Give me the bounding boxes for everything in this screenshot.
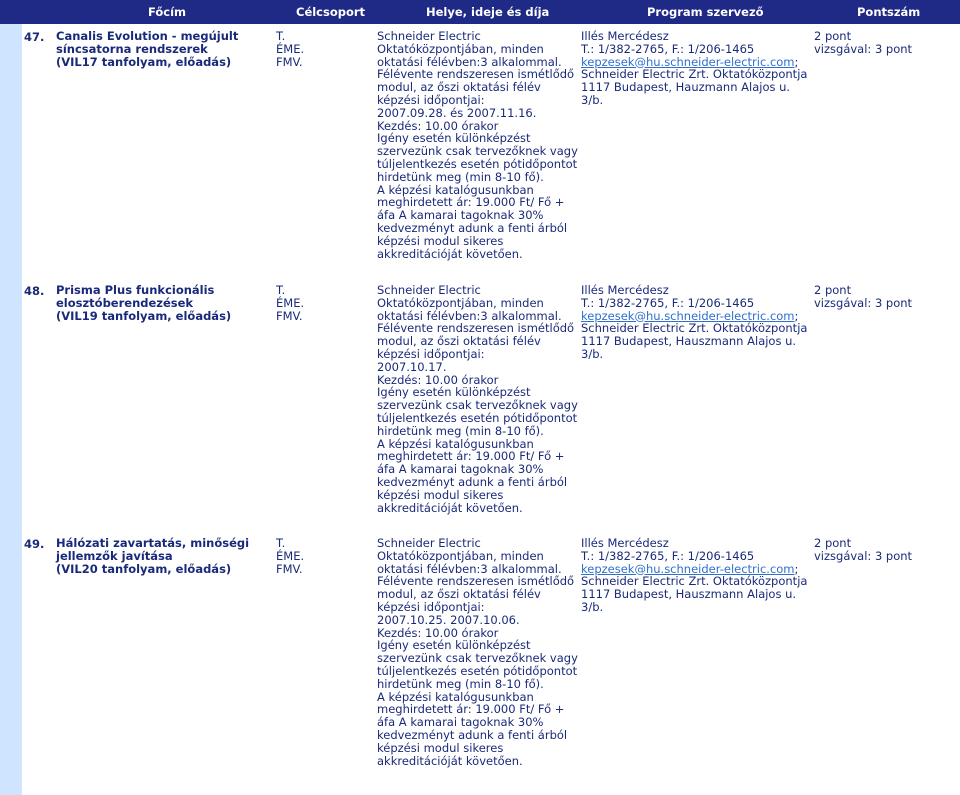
detail-line: Kezdés: 10.00 órakor	[377, 372, 499, 387]
course-title	[56, 284, 231, 322]
target-line: T.	[276, 29, 286, 43]
course-details	[377, 30, 578, 260]
title-line: Canalis Evolution - megújult	[56, 29, 239, 43]
detail-line: modul, az őszi oktatási félév	[377, 80, 541, 95]
entry-strip	[0, 280, 22, 512]
detail-line: kedvezményt adunk a fenti árból	[377, 474, 568, 489]
target-line: FMV.	[276, 308, 303, 323]
organizer-name: Illés Mercédesz	[581, 536, 669, 550]
target-line: FMV.	[276, 561, 303, 576]
target-line: T.	[276, 283, 286, 297]
organizer-email-link[interactable]: kepzesek@hu.schneider-electric.com	[581, 308, 795, 323]
detail-line: Schneider Electric	[377, 29, 481, 43]
detail-line: modul, az őszi oktatási félév	[377, 334, 541, 349]
nav-focim[interactable]: Főcím	[148, 5, 187, 19]
detail-line: A képzési katalógusunkban	[377, 182, 534, 197]
detail-line: hirdetünk meg (min 8-10 fő).	[377, 169, 544, 184]
organizer-contact	[581, 284, 807, 361]
detail-line: Igény esetén különképzést	[377, 638, 531, 653]
detail-line: oktatási félévben:3 alkalommal.	[377, 54, 562, 69]
detail-line: Félévente rendszeresen ismétlődő	[377, 321, 575, 336]
top-navigation	[0, 0, 960, 24]
organizer-contact	[581, 30, 807, 107]
detail-line: szervezünk csak tervezőknek vagy	[377, 144, 578, 159]
points	[814, 30, 912, 56]
entry-number: 49.	[24, 537, 45, 551]
target-group	[276, 284, 304, 322]
nav-pontszam[interactable]: Pontszám	[857, 5, 921, 19]
detail-line: Igény esetén különképzést	[377, 131, 531, 146]
organizer-email-link[interactable]: kepzesek@hu.schneider-electric.com	[581, 561, 795, 576]
detail-line: képzési modul sikeres	[377, 233, 504, 248]
points-exam: vizsgával: 3 pont	[814, 548, 913, 563]
detail-line: 2007.10.25. 2007.10.06.	[377, 612, 520, 627]
detail-line: 2007.09.28. és 2007.11.16.	[377, 105, 537, 120]
points-base: 2 pont	[814, 29, 852, 43]
target-line: ÉME.	[276, 41, 305, 56]
detail-line: Kezdés: 10.00 órakor	[377, 625, 499, 640]
detail-line: áfa A kamarai tagoknak 30%	[377, 462, 544, 477]
course-entry	[0, 280, 960, 515]
detail-line: képzési modul sikeres	[377, 487, 504, 502]
detail-line: Oktatóközpontjában, minden	[377, 548, 544, 563]
organizer-address: 1117 Budapest, Hauszmann Alajos u.	[581, 334, 797, 349]
detail-line: Oktatóközpontjában, minden	[377, 295, 544, 310]
nav-program-szervezo[interactable]: Program szervező	[647, 5, 764, 19]
course-entry	[0, 533, 960, 768]
detail-line: szervezünk csak tervezőknek vagy	[377, 651, 578, 666]
entry-number: 47.	[24, 30, 45, 44]
entry-strip	[0, 533, 22, 765]
detail-line: hirdetünk meg (min 8-10 fő).	[377, 423, 544, 438]
detail-line: oktatási félévben:3 alkalommal.	[377, 561, 562, 576]
target-line: ÉME.	[276, 295, 305, 310]
organizer-name: Illés Mercédesz	[581, 283, 669, 297]
detail-line: akkreditációját követően.	[377, 753, 523, 768]
detail-line: meghirdetett ár: 19.000 Ft/ Fő +	[377, 449, 565, 464]
detail-line: Igény esetén különképzést	[377, 385, 531, 400]
target-line: T.	[276, 536, 286, 550]
detail-line: Kezdés: 10.00 órakor	[377, 118, 499, 133]
points	[814, 284, 912, 310]
detail-line: akkreditációját követően.	[377, 500, 523, 515]
detail-line: túljelentkezés esetén pótidőpontot	[377, 410, 578, 425]
detail-line: áfa A kamarai tagoknak 30%	[377, 208, 544, 223]
organizer-address: 3/b.	[581, 599, 604, 614]
title-line: (VIL17 tanfolyam, előadás)	[56, 54, 232, 69]
points-exam: vizsgával: 3 pont	[814, 295, 913, 310]
organizer-phone: T.: 1/382-2765, F.: 1/206-1465	[581, 548, 755, 563]
detail-line: képzési időpontjai:	[377, 346, 485, 361]
organizer-phone: T.: 1/382-2765, F.: 1/206-1465	[581, 41, 755, 56]
detail-line: hirdetünk meg (min 8-10 fő).	[377, 676, 544, 691]
points-exam: vizsgával: 3 pont	[814, 41, 913, 56]
course-title	[56, 30, 238, 68]
organizer-company: Schneider Electric Zrt. Oktatóközpontja	[581, 67, 808, 82]
detail-line: akkreditációját követően.	[377, 246, 523, 261]
course-entry	[0, 26, 960, 261]
title-line: jellemzők javítása	[56, 548, 173, 563]
organizer-email-link[interactable]: kepzesek@hu.schneider-electric.com	[581, 54, 795, 69]
detail-line: képzési modul sikeres	[377, 740, 504, 755]
organizer-name: Illés Mercédesz	[581, 29, 669, 43]
detail-line: meghirdetett ár: 19.000 Ft/ Fő +	[377, 195, 565, 210]
email-suffix: ;	[794, 561, 799, 576]
detail-line: áfa A kamarai tagoknak 30%	[377, 715, 544, 730]
target-group	[276, 30, 304, 68]
detail-line: oktatási félévben:3 alkalommal.	[377, 308, 562, 323]
organizer-contact	[581, 537, 807, 614]
detail-line: Félévente rendszeresen ismétlődő	[377, 67, 575, 82]
title-line: (VIL20 tanfolyam, előadás)	[56, 561, 232, 576]
detail-line: kedvezményt adunk a fenti árból	[377, 220, 568, 235]
detail-line: A képzési katalógusunkban	[377, 436, 534, 451]
entry-strip	[0, 26, 22, 258]
organizer-company: Schneider Electric Zrt. Oktatóközpontja	[581, 574, 808, 589]
organizer-company: Schneider Electric Zrt. Oktatóközpontja	[581, 321, 808, 336]
detail-line: Schneider Electric	[377, 536, 481, 550]
detail-line: meghirdetett ár: 19.000 Ft/ Fő +	[377, 702, 565, 717]
detail-line: Oktatóközpontjában, minden	[377, 41, 544, 56]
detail-line: A képzési katalógusunkban	[377, 689, 534, 704]
points-base: 2 pont	[814, 283, 852, 297]
detail-line: képzési időpontjai:	[377, 92, 485, 107]
organizer-address: 1117 Budapest, Hauszmann Alajos u.	[581, 587, 797, 602]
nav-helye-ideje-dija[interactable]: Helye, ideje és díja	[426, 5, 550, 19]
title-line: Hálózati zavartatás, minőségi	[56, 536, 250, 550]
entry-number: 48.	[24, 284, 45, 298]
title-line: (VIL19 tanfolyam, előadás)	[56, 308, 232, 323]
points-base: 2 pont	[814, 536, 852, 550]
points	[814, 537, 912, 563]
title-line: Prisma Plus funkcionális	[56, 283, 215, 297]
course-details	[377, 284, 578, 514]
email-suffix: ;	[794, 308, 799, 323]
detail-line: túljelentkezés esetén pótidőpontot	[377, 156, 578, 171]
detail-line: kedvezményt adunk a fenti árból	[377, 727, 568, 742]
title-line: síncsatorna rendszerek	[56, 41, 208, 56]
detail-line: túljelentkezés esetén pótidőpontot	[377, 663, 578, 678]
email-suffix: ;	[794, 54, 799, 69]
course-title	[56, 537, 249, 575]
title-line: elosztóberendezések	[56, 295, 194, 310]
detail-line: Félévente rendszeresen ismétlődő	[377, 574, 575, 589]
organizer-address: 1117 Budapest, Hauzmann Alajos u.	[581, 80, 791, 95]
nav-celcsoport[interactable]: Célcsoport	[296, 5, 366, 19]
target-line: ÉME.	[276, 548, 305, 563]
course-details	[377, 537, 578, 767]
target-group	[276, 537, 304, 575]
detail-line: képzési időpontjai:	[377, 599, 485, 614]
detail-line: 2007.10.17.	[377, 359, 447, 374]
organizer-address: 3/b.	[581, 92, 604, 107]
detail-line: Schneider Electric	[377, 283, 481, 297]
organizer-address: 3/b.	[581, 346, 604, 361]
detail-line: szervezünk csak tervezőknek vagy	[377, 398, 578, 413]
target-line: FMV.	[276, 54, 303, 69]
detail-line: modul, az őszi oktatási félév	[377, 587, 541, 602]
organizer-phone: T.: 1/382-2765, F.: 1/206-1465	[581, 295, 755, 310]
